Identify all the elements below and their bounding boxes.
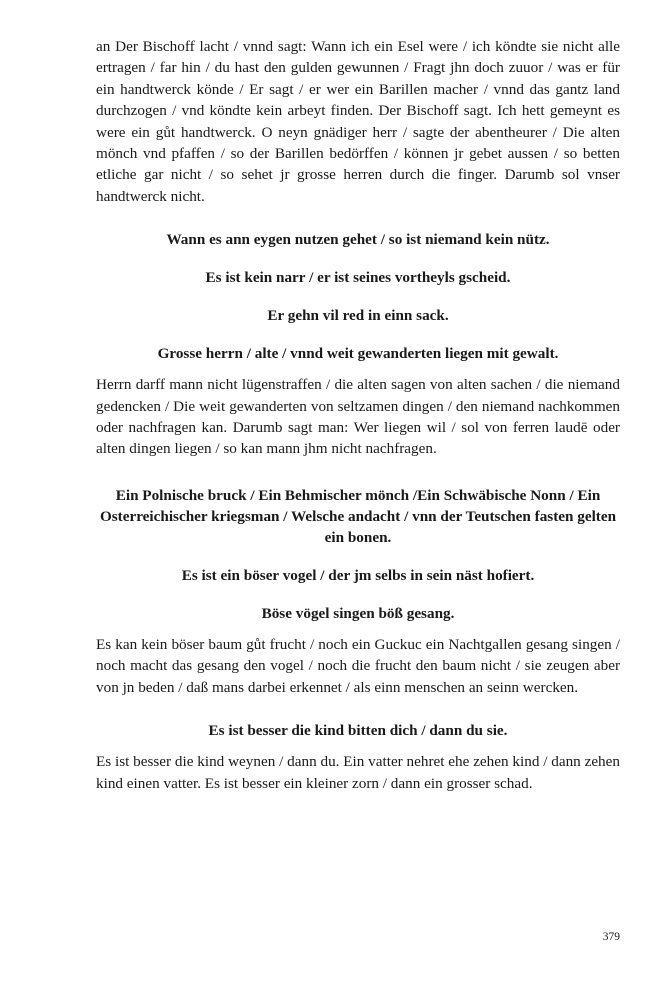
page-text-block — [96, 36, 620, 794]
paragraph-kind-weynen: Es ist besser die kind weynen / dann du. Ein vatter nehret ehe zehen kind / dann zehen kind einen vatter. Es ist besser ein kleiner zorn / dann ein grosser schad. — [96, 753, 620, 792]
paragraph-herrn: Herrn darff mann nicht lügenstraffen / die alten sagen von alten sachen / die niemand gedencken / Die weit gewanderten von seltzamen dingen / den niemand nachkommen oder nachfragen kan. Darumb sagt man: Wer liegen wil / sol von ferren laudē oder alten dingen liegen / so kan mann jhm nicht nachfragen. — [96, 376, 620, 458]
heading-grosse-herrn: Grosse herrn / alte / vnnd weit gewanderten liegen mit gewalt. — [157, 345, 559, 363]
heading-boese-voegel: Böse vögel singen böß gesang. — [261, 604, 455, 622]
heading-polnische-bruck: Ein Polnische bruck / Ein Behmischer mönch /Ein Schwäbische Nonn / Ein Osterreichischer kriegsman / Welsche andacht / vnn der Teutschen fasten gelten ein bonen. — [99, 486, 617, 546]
heading-eygen-nutzen: Wann es ann eygen nutzen gehet / so ist niemand kein nütz. — [166, 231, 550, 249]
paragraph-bischoff: an Der Bischoff lacht / vnnd sagt: Wann ich ein Esel were / ich köndte sie nicht alle ertragen / far hin / du hast den gulden gewunnen / Fragt jhn doch zuuor / was er für ein handtwerck könde / Er sagt / er wer ein Barillen macher / vnnd das gantz land durchzogen / vnd köndte kein arbeyt finden. Der Bischoff sagt. Ich hett gemeynt es were ein gůt handtwerck. O neyn gnädiger herr / sagte der abentheurer / Die alten mönch vnd pfaffen / so der Barillen bedörffen / können jr gebet aussen / so betten etliche gar nicht / so sehet jr grosse herren durch die finger. Darumb sol vnser handtwerck nicht. — [96, 38, 620, 205]
heading-vil-red: Er gehn vil red in einn sack. — [267, 307, 449, 325]
heading-kein-narr: Es ist kein narr / er ist seines vortheyls gscheid. — [205, 269, 511, 287]
heading-boeser-vogel: Es ist ein böser vogel / der jm selbs in sein näst hofiert. — [181, 566, 535, 584]
page-number: 379 — [602, 931, 620, 943]
paragraph-boeser-baum: Es kan kein böser baum gůt frucht / noch ein Guckuc ein Nachtgallen gesang singen / noch macht das gesang den vogel / noch die frucht den baum nicht / sie zeugen aber von jn beden / daß mans darbei erkennet / als einn menschen an seinn wercken. — [96, 635, 620, 696]
heading-kind-bitten: Es ist besser die kind bitten dich / dann du sie. — [208, 722, 508, 740]
